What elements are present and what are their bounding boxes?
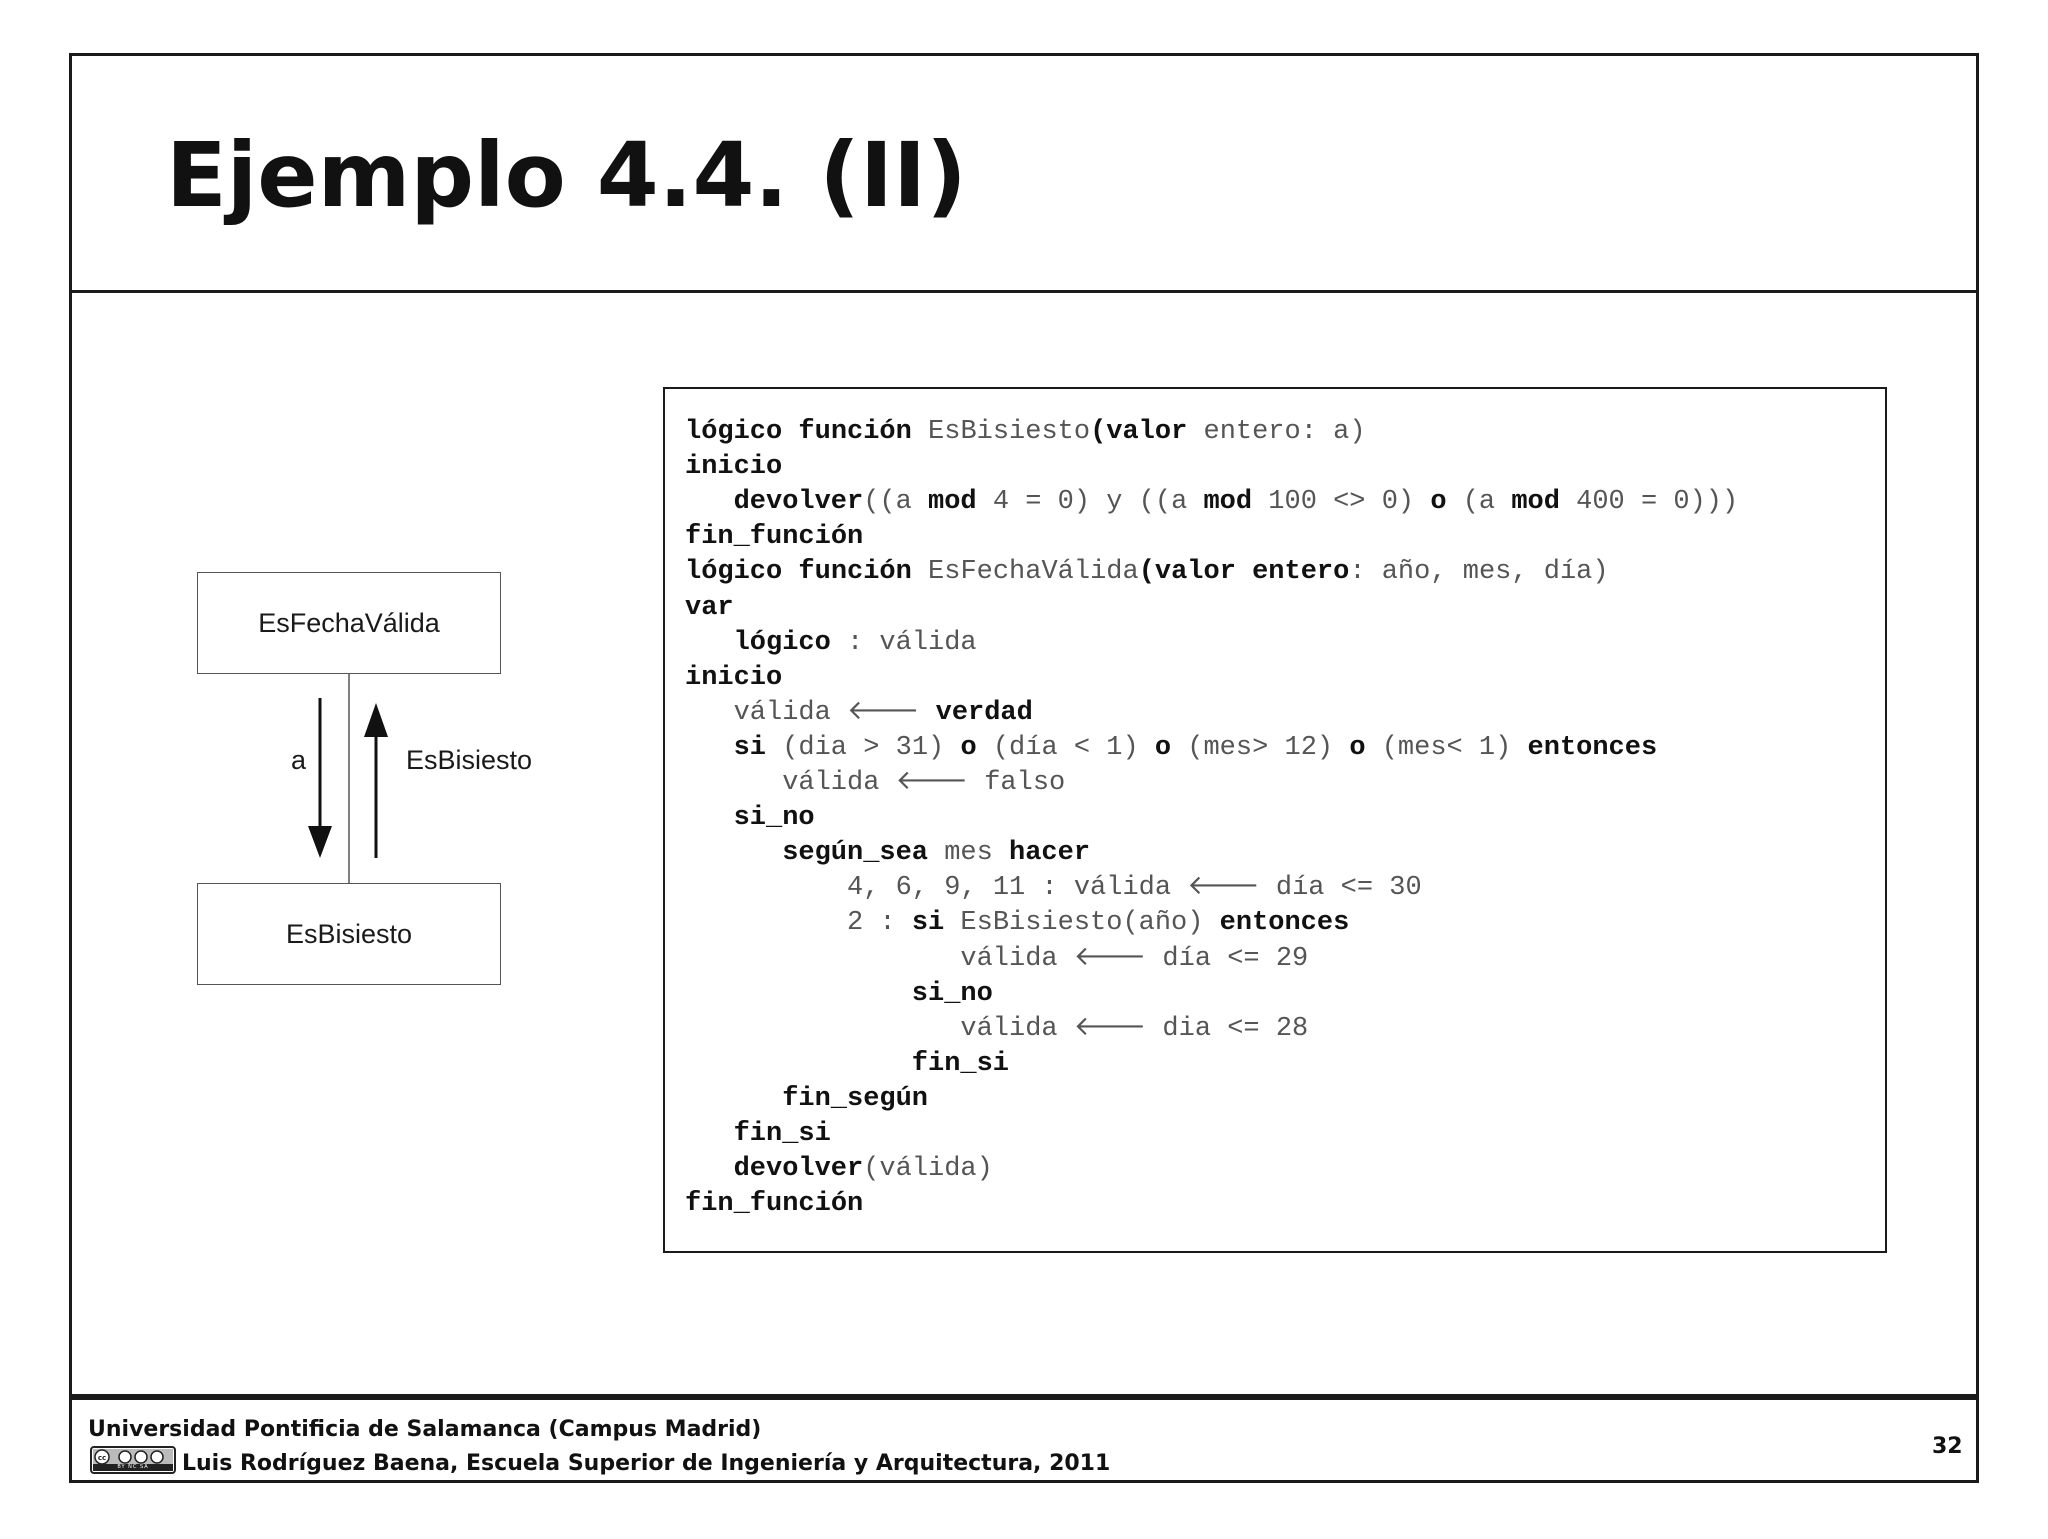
code-keyword: si_no: [911, 978, 993, 1009]
down-arrow: [308, 698, 332, 858]
code-keyword: si: [911, 908, 945, 939]
up-arrow-label: EsBisiesto: [406, 745, 533, 775]
code-keyword: entonces: [1219, 908, 1350, 939]
code-line: [734, 485, 1739, 520]
code-text: (dia > 31): [766, 732, 961, 763]
code-keyword: (valor: [1090, 417, 1188, 447]
code-line: [912, 977, 993, 1012]
code-keyword: o: [1430, 487, 1447, 518]
code-line: [782, 836, 1090, 871]
code-keyword: si: [733, 732, 766, 763]
code-text: 100 <> 0): [1252, 487, 1431, 518]
code-keyword: si_no: [733, 803, 815, 834]
code-text: entero: a): [1187, 417, 1366, 447]
code-text: 4 = 0) y ((a: [976, 487, 1204, 518]
code-text: 400 = 0))): [1559, 487, 1739, 518]
code-keyword: mod: [1511, 487, 1560, 518]
code-keyword: o: [960, 732, 977, 763]
code-keyword: (valor entero: [1138, 557, 1350, 588]
code-text: EsBisiesto: [911, 417, 1091, 447]
code-text: válida 🡐 día <= 29: [960, 943, 1309, 974]
code-line: [782, 766, 1065, 801]
code-line: [847, 906, 1349, 941]
code-line: [960, 1012, 1308, 1047]
diagram-box-label: EsFechaVálida: [258, 607, 440, 638]
code-text: EsBisiesto(año): [944, 908, 1220, 939]
code-keyword: lógico función: [685, 417, 912, 447]
code-line: [912, 1047, 1009, 1082]
code-line: [847, 871, 1422, 906]
code-line: [782, 1082, 928, 1117]
code-text: (a: [1446, 487, 1512, 518]
code-line: [685, 415, 1366, 450]
code-line: [734, 626, 977, 661]
code-text: : año, mes, día): [1349, 557, 1609, 588]
code-text: válida 🡐 falso: [782, 768, 1066, 798]
code-text: válida 🡐: [733, 697, 936, 728]
code-line: [685, 1187, 863, 1222]
down-arrow-label: a: [291, 745, 307, 775]
diagram-box-label: EsBisiesto: [285, 918, 413, 949]
code-text: : válida: [830, 627, 977, 658]
up-arrow: [364, 703, 388, 858]
code-keyword: según_sea: [782, 838, 929, 869]
code-line: [685, 450, 782, 485]
code-line: [685, 591, 734, 626]
code-keyword: mod: [928, 487, 977, 518]
code-keyword: fin_según: [782, 1083, 929, 1114]
code-text: 4, 6, 9, 11 : válida 🡐 día <= 30: [847, 873, 1422, 904]
code-keyword: o: [1349, 732, 1366, 763]
code-line: [734, 1152, 993, 1187]
code-keyword: verdad: [935, 697, 1033, 728]
code-line: [734, 1117, 831, 1152]
code-keyword: var: [685, 592, 734, 623]
code-keyword: inicio: [685, 452, 783, 483]
code-keyword: devolver: [733, 1154, 864, 1185]
code-keyword: fin_función: [685, 1189, 864, 1220]
code-text: (mes> 12): [1171, 732, 1350, 763]
code-line: [960, 942, 1308, 977]
footer-author: Luis Rodríguez Baena, Escuela Superior de Ingeniería y Arquitectura, 2011: [182, 1451, 1111, 1476]
code-text: (día < 1): [976, 732, 1155, 763]
license-badge-text: BY NC SA: [117, 1464, 149, 1470]
code-keyword: fin_si: [911, 1048, 1010, 1079]
code-text: mes: [928, 838, 1010, 869]
code-line: [734, 696, 1033, 731]
code-keyword: o: [1154, 732, 1172, 763]
code-keyword: lógico: [733, 627, 831, 658]
code-text: 2 :: [847, 908, 912, 939]
code-text: (válida): [863, 1154, 993, 1185]
code-text: (mes< 1): [1365, 732, 1528, 763]
code-text: válida 🡐 dia <= 28: [960, 1013, 1309, 1044]
code-keyword: fin_si: [733, 1119, 831, 1149]
code-keyword: inicio: [685, 662, 783, 693]
code-keyword: fin_función: [685, 522, 864, 553]
page-number: 32: [1932, 1434, 1963, 1459]
svg-text:cc: cc: [97, 1454, 107, 1462]
code-keyword: lógico función: [685, 557, 912, 588]
code-keyword: hacer: [1009, 838, 1091, 869]
creative-commons-license-icon: [90, 1446, 176, 1474]
slide-title: Ejemplo 4.4. (II): [166, 123, 967, 227]
code-line: [734, 801, 815, 836]
footer-institution: Universidad Pontificia de Salamanca (Campus Madrid): [88, 1417, 762, 1442]
code-text: EsFechaVálida: [911, 557, 1139, 588]
code-keyword: entonces: [1527, 732, 1658, 763]
code-line: [685, 661, 782, 696]
code-line: [685, 555, 1609, 590]
code-line: [734, 731, 1658, 766]
code-text: ((a: [863, 487, 929, 518]
code-keyword: mod: [1203, 487, 1253, 518]
code-line: [685, 520, 863, 555]
code-keyword: devolver: [733, 487, 864, 518]
